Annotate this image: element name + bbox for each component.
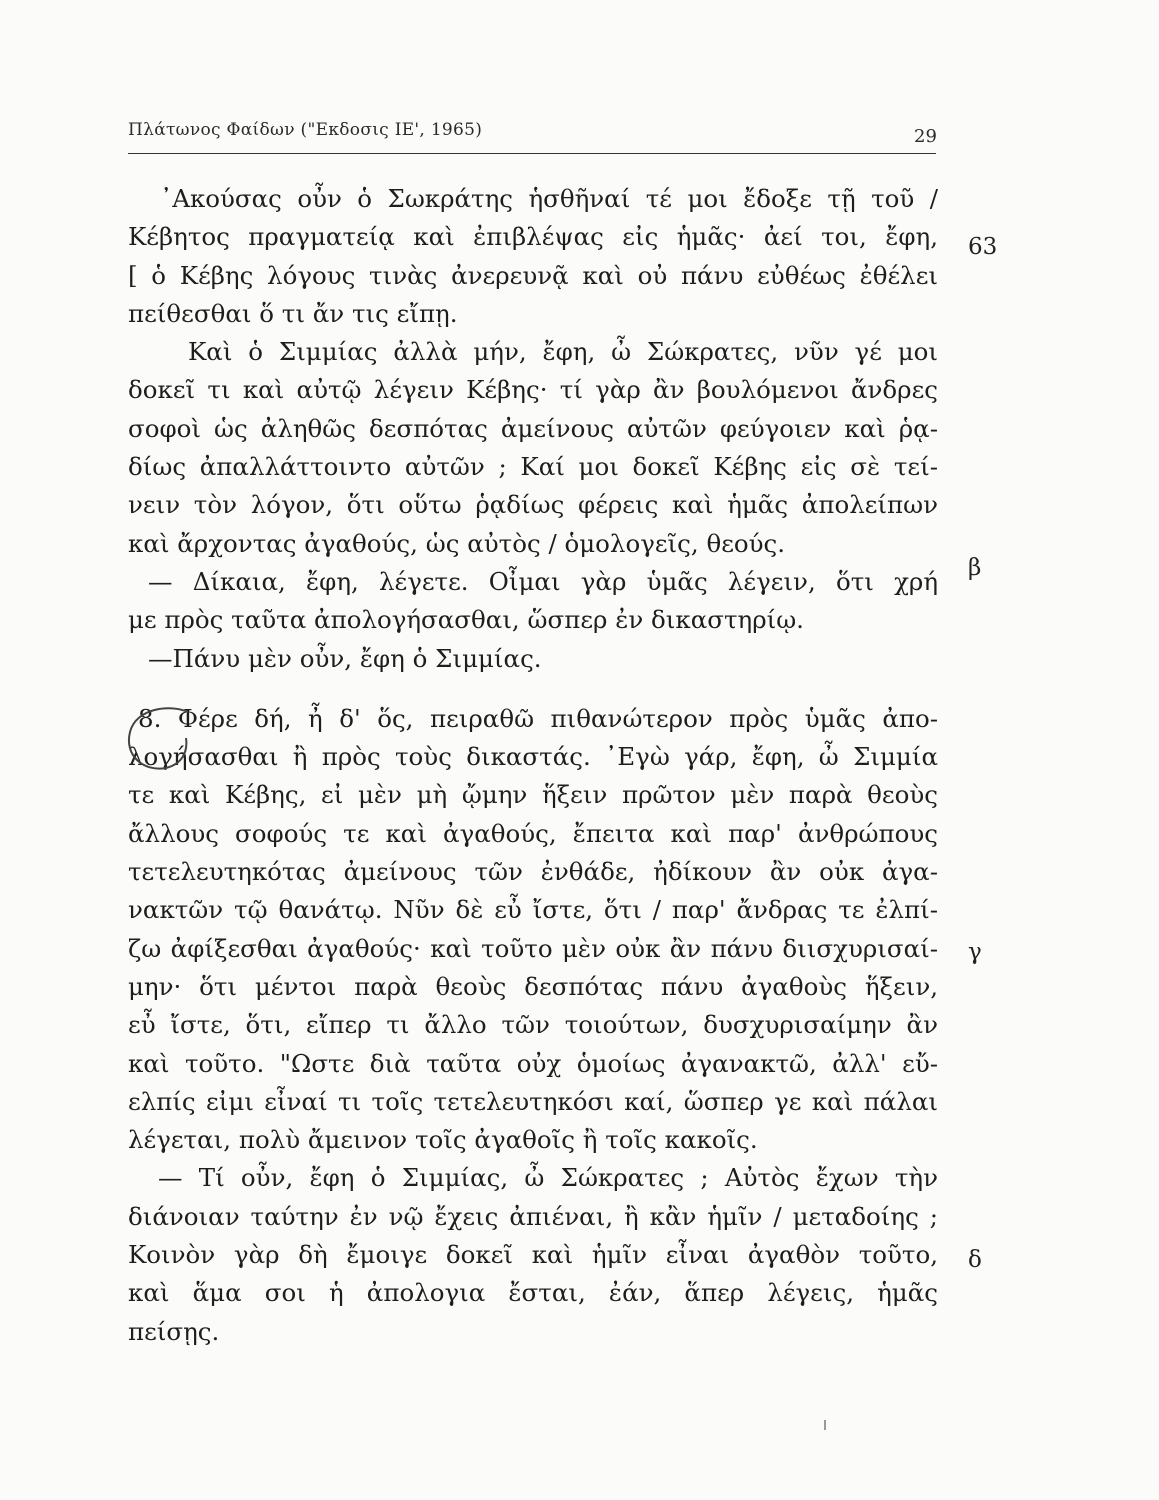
text-line: Κοινὸν γὰρ δὴ ἔμοιγε δοκεῖ καὶ ἡμῖν εἶναι ἀγαθὸν τοῦτο,	[128, 1240, 938, 1270]
text-line: δίως ἀπαλλάττοιντο αὐτῶν ; Καί μοι δοκεῖ Κέβης εἰς σὲ τεί-	[128, 452, 938, 482]
header-rule	[128, 153, 936, 154]
text-line: πείσῃς.	[128, 1316, 220, 1346]
text-line: νειν τὸν λόγον, ὅτι οὕτω ῥᾳδίως φέρεις καὶ ἡμᾶς ἀπολείπων	[128, 490, 938, 520]
text-line: Καὶ ὁ Σιμμίας ἀλλὰ μήν, ἔφη, ὦ Σώκρατες, νῦν γέ μοι	[188, 337, 938, 367]
text-line: ᾿Ακούσας οὖν ὁ Σωκράτης ἡσθῆναί τέ μοι ἔδοξε τῇ τοῦ /	[160, 184, 938, 213]
margin-ref-d: δ	[968, 1247, 982, 1273]
text-line: με πρὸς ταῦτα ἀπολογήσασθαι, ὥσπερ ἐν δικαστηρίῳ.	[128, 605, 804, 635]
text-line: λέγεται, πολὺ ἄμεινον τοῖς ἀγαθοῖς ἢ τοῖς κακοῖς.	[128, 1125, 758, 1155]
text-line: εὖ ἴστε, ὅτι, εἴπερ τι ἄλλο τῶν τοιούτων, δυσχυρισαίμην ἂν	[128, 1010, 938, 1040]
text-line: νακτῶν τῷ θανάτῳ. Νῦν δὲ εὖ ἴστε, ὅτι / παρ' ἄνδρας τε ἐλπί-	[128, 895, 938, 925]
section-8-start: 8. Φέρε δή, ἦ δ' ὅς, πειραθῶ πιθανώτερον πρὸς ὑμᾶς ἀπο-	[138, 703, 938, 733]
margin-ref-g: γ	[968, 939, 982, 965]
body-text	[128, 180, 938, 1351]
text-line: τετελευτηκότας ἀμείνους τῶν ἐνθάδε, ἠδίκουν ἂν οὐκ ἀγα-	[128, 857, 938, 887]
text-line: ελπίς εἰμι εἶναί τι τοῖς τετελευτηκόσι καί, ὥσπερ γε καὶ πάλαι	[128, 1086, 938, 1116]
text-line: ἄλλους σοφούς τε καὶ ἀγαθούς, ἔπειτα καὶ παρ' ἀνθρώπους	[128, 818, 938, 848]
text-line: πείθεσθαι ὅ τι ἄν τις εἴπῃ.	[128, 298, 458, 328]
text-line: μην· ὅτι μέντοι παρὰ θεοὺς δεσπότας πάνυ ἀγαθοὺς ἥξειν,	[128, 971, 938, 1001]
text-line: σοφοὶ ὡς ἀληθῶς δεσπότας ἀμείνους αὐτῶν φεύγοιεν καὶ ῥᾳ-	[128, 413, 938, 443]
stray-mark	[824, 1420, 826, 1430]
page-number: 29	[914, 126, 937, 147]
text-line: καὶ ἅμα σοι ἡ ἀπολογια ἔσται, ἐάν, ἅπερ λέγεις, ἡμᾶς	[128, 1278, 938, 1308]
margin-ref-b: β	[968, 555, 982, 581]
text-line: —Πάνυ μὲν οὖν, ἔφη ὁ Σιμμίας.	[148, 643, 542, 673]
text-line: τε καὶ Κέβης, εἰ μὲν μὴ ᾤμην ἥξειν πρῶτον μὲν παρὰ θεοὺς	[128, 780, 938, 810]
text-line: καὶ ἄρχοντας ἀγαθούς, ὡς αὐτὸς / ὁμολογεῖς, θεούς.	[128, 528, 786, 558]
text-line: — Δίκαια, ἔφη, λέγετε. Οἶμαι γὰρ ὑμᾶς λέγειν, ὅτι χρή	[148, 566, 938, 596]
text-line: διάνοιαν ταύτην ἐν νῷ ἔχεις ἀπιέναι, ἢ κἂν ἡμῖν / μεταδοίης ;	[128, 1201, 938, 1231]
text-line: — Τί οὖν, ἔφη ὁ Σιμμίας, ὦ Σώκρατες ; Αὐτὸς ἔχων τὴν	[158, 1163, 938, 1193]
running-title: Πλάτωνος Φαίδων ("Εκδοσις ΙΕ', 1965)	[128, 120, 483, 140]
text-line: λογήσασθαι ἢ πρὸς τοὺς δικαστάς. ᾿Εγὼ γάρ, ἔφη, ὦ Σιμμία	[128, 742, 938, 772]
text-line: καὶ τοῦτο. "Ωστε διὰ ταῦτα οὐχ ὁμοίως ἀγανακτῶ, ἀλλ' εὔ-	[128, 1048, 938, 1078]
text-line: [ ὁ Κέβης λόγους τινὰς ἀνερευνᾷ καὶ οὐ πάνυ εὐθέως ἐθέλει	[128, 260, 938, 290]
text-line: Κέβητος πραγματείᾳ καὶ ἐπιβλέψας εἰς ἡμᾶς· ἀεί τοι, ἔφη,	[128, 222, 938, 252]
margin-ref-63: 63	[968, 234, 998, 260]
text-line: ζω ἀφίξεσθαι ἀγαθούς· καὶ τοῦτο μὲν οὐκ ἂν πάνυ διισχυρισαί-	[128, 933, 938, 963]
text-line: δοκεῖ τι καὶ αὐτῷ λέγειν Κέβης· τί γὰρ ἂν βουλόμενοι ἄνδρες	[128, 375, 938, 405]
